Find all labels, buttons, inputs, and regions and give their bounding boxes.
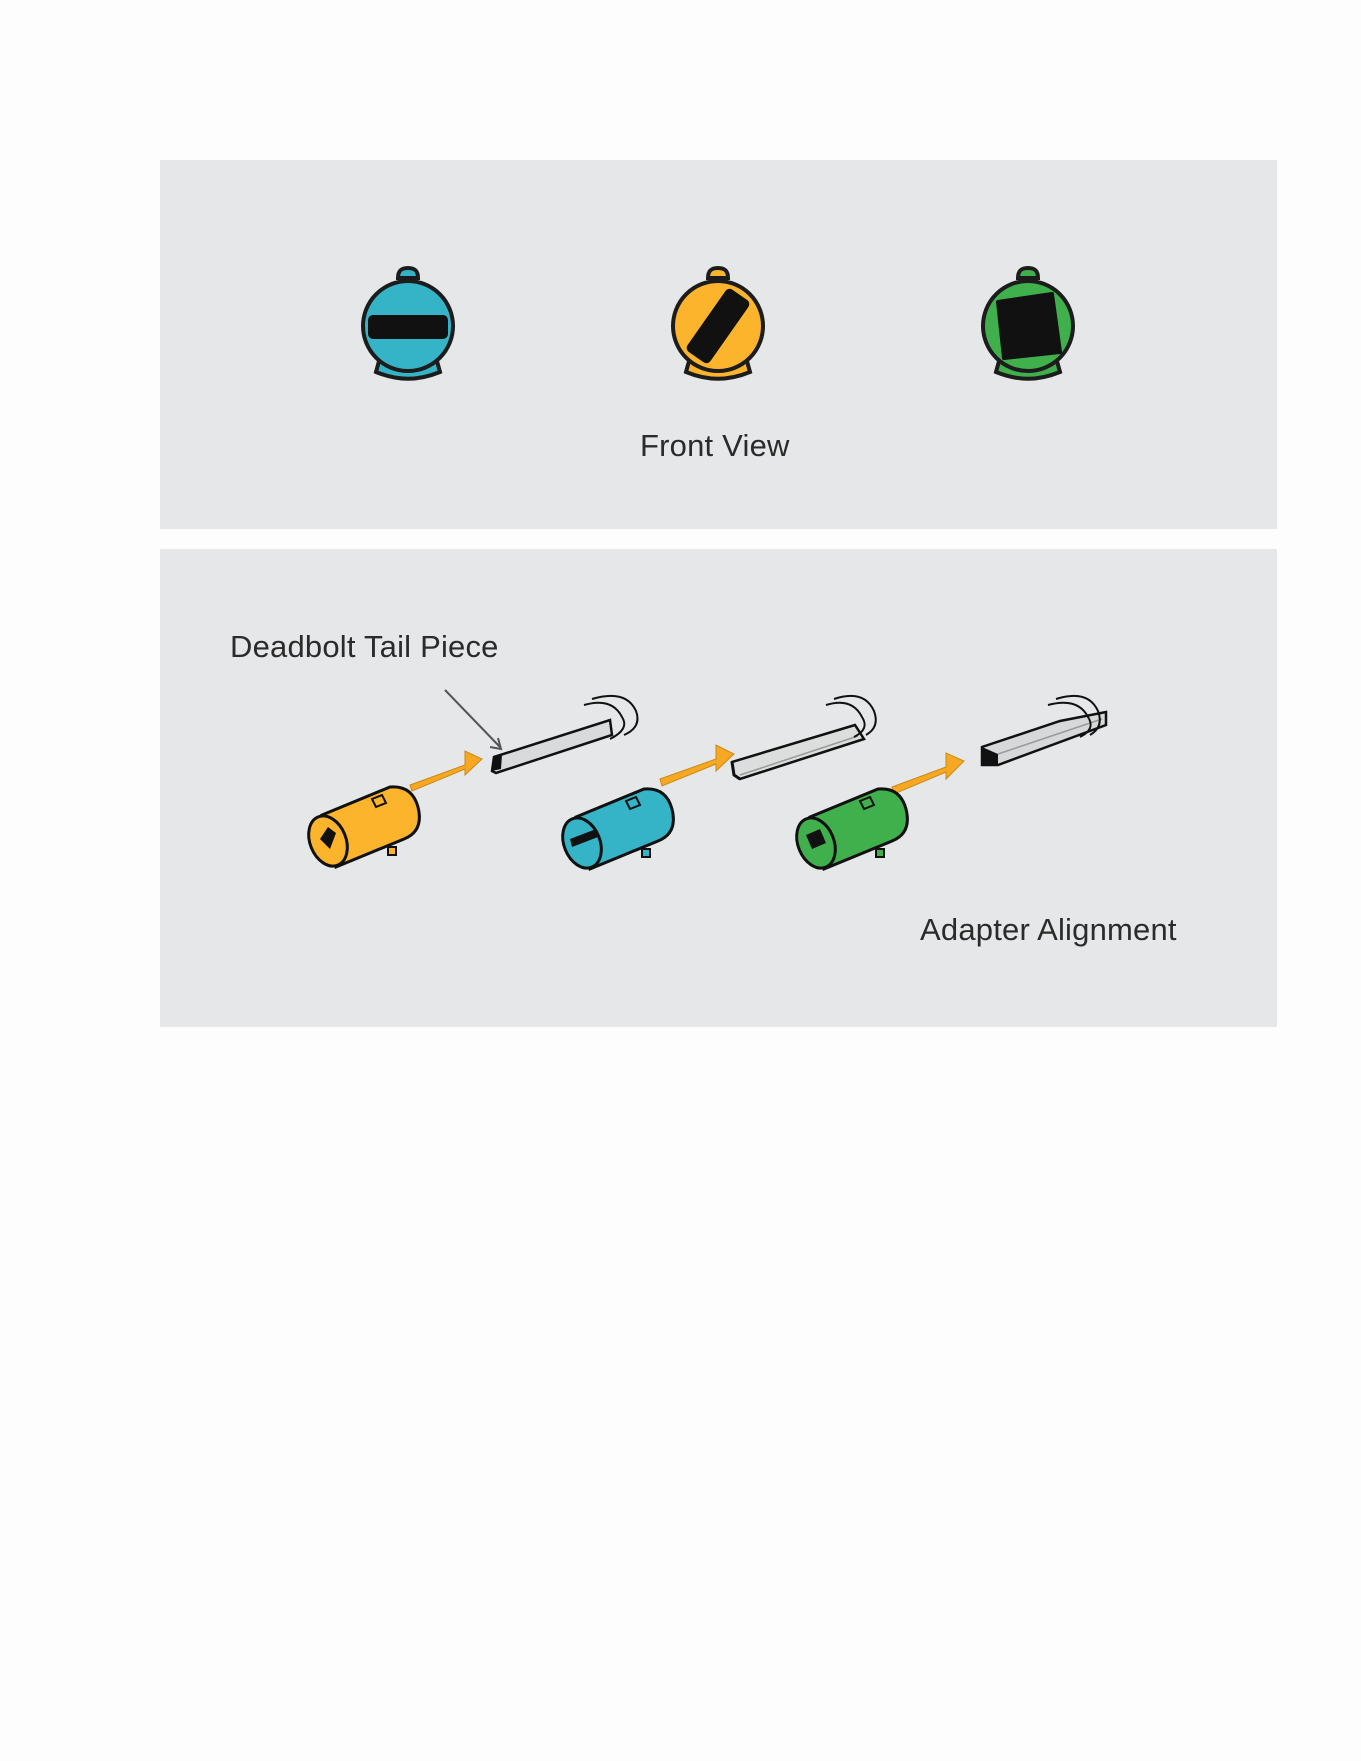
tail-piece-pointer-arrow <box>445 690 501 749</box>
green-adapter-cylinder <box>790 753 964 874</box>
horizontal-slot-icon <box>368 315 448 339</box>
blue-adapter-cylinder <box>556 745 734 874</box>
square-socket-icon <box>998 294 1060 358</box>
adapter-alignment-panel <box>160 549 1277 1027</box>
adapter-alignment-caption: Adapter Alignment <box>920 912 1177 947</box>
green-adapter-front-icon <box>983 268 1073 379</box>
tail-piece-label: Deadbolt Tail Piece <box>230 629 499 664</box>
orange-adapter-front-icon <box>673 268 763 379</box>
narrow-flat-tailpiece <box>492 696 638 773</box>
square-tailpiece <box>982 696 1106 765</box>
alignment-illustration <box>160 549 1277 1027</box>
front-view-panel <box>160 160 1277 529</box>
orange-adapter-cylinder <box>302 751 482 872</box>
wide-flat-tailpiece <box>732 696 876 779</box>
blue-adapter-front-icon <box>363 268 453 379</box>
front-view-caption: Front View <box>640 428 790 463</box>
front-view-illustration <box>160 160 1277 529</box>
